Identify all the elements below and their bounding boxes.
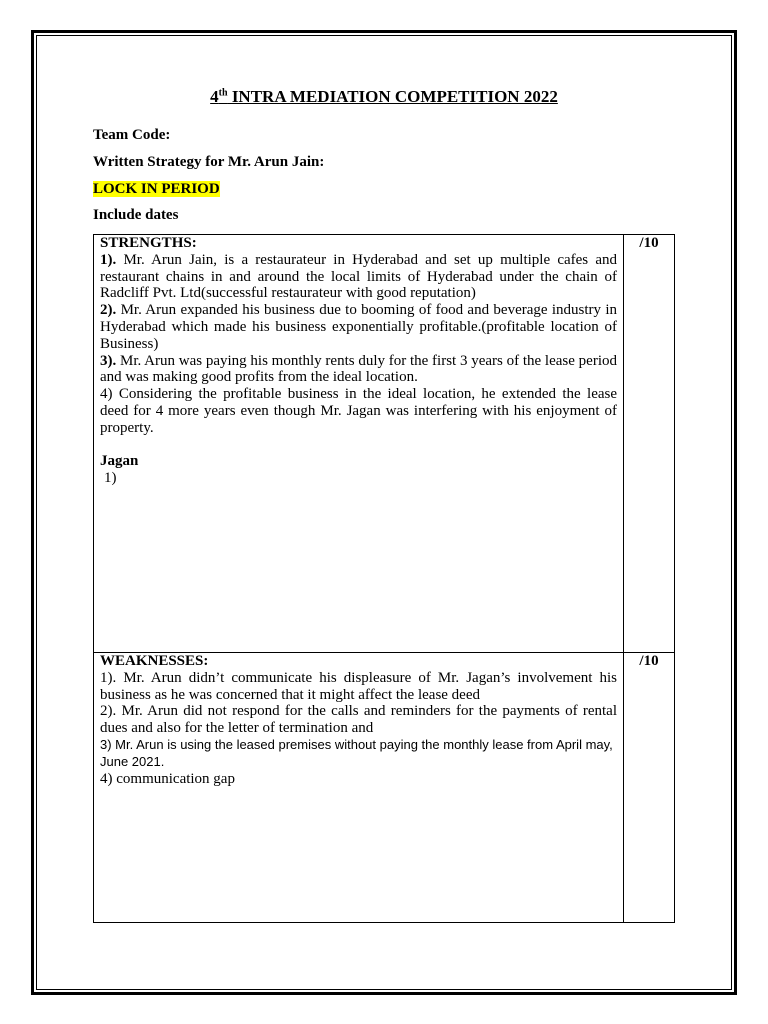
strength-item [100, 386, 617, 436]
strategy-table [93, 234, 675, 923]
jagan-heading: Jagan [100, 453, 139, 470]
weakness-item: 2). Mr. Arun did not respond for the calls and reminders for the payments of rental dues and also for the letter of termination and [100, 703, 617, 737]
strength-item-number: 1). [100, 251, 117, 268]
title-rest: INTRA MEDIATION COMPETITION 2022 [227, 87, 558, 106]
strength-item-number: 2). [100, 302, 117, 319]
title-superscript: th [218, 87, 228, 99]
weaknesses-heading: WEAKNESSES: [100, 653, 209, 669]
include-dates-label: Include dates [93, 207, 179, 223]
document-title [0, 87, 768, 107]
strength-item-text: 4) Considering the profitable business in the ideal location, he extended the lease deed for 4 more years even though Mr. Jagan was interfering with his enjoyment of property. [100, 386, 617, 436]
strengths-cell [94, 235, 624, 652]
title-prefix: 4 [210, 87, 219, 106]
strength-item [100, 252, 617, 302]
jagan-item: 1) [104, 470, 117, 487]
strengths-row [94, 235, 674, 653]
strength-item-text: Mr. Arun Jain, is a restaurateur in Hyderabad and set up multiple cafes and restaurant chains in and around the local limits of Hyderabad under the chain of Radcliff Pvt. Ltd(successful restaurateur with good reputation) [100, 251, 617, 302]
spacer [100, 437, 617, 454]
weakness-item: 3) Mr. Arun is using the leased premises without paying the monthly lease from April may, June 2021. [100, 736, 613, 769]
weakness-item: 4) communication gap [100, 770, 235, 787]
lock-in-period-highlight: LOCK IN PERIOD [93, 181, 220, 197]
lock-in-period-label [93, 180, 220, 198]
strengths-heading: STRENGTHS: [100, 235, 197, 251]
weakness-item: 1). Mr. Arun didn’t communicate his displeasure of Mr. Jagan’s involvement his business as he was concerned that it might affect the lease deed [100, 669, 617, 703]
weaknesses-row [94, 653, 674, 922]
strategy-label: Written Strategy for Mr. Arun Jain: [93, 154, 325, 170]
strength-item-number: 3). [100, 352, 117, 369]
strengths-score: /10 [639, 235, 659, 251]
strength-item [100, 302, 617, 352]
strength-item [100, 353, 617, 387]
strength-item-text: Mr. Arun expanded his business due to booming of food and beverage industry in Hyderabad which made his business exponentially profitable.(profitable location of Business) [100, 302, 617, 352]
team-code-label: Team Code: [93, 127, 171, 143]
strength-item-text: Mr. Arun was paying his monthly rents duly for the first 3 years of the lease period and was making good profits from the ideal location. [100, 352, 617, 386]
weaknesses-score: /10 [639, 653, 659, 669]
weaknesses-cell [94, 653, 624, 922]
